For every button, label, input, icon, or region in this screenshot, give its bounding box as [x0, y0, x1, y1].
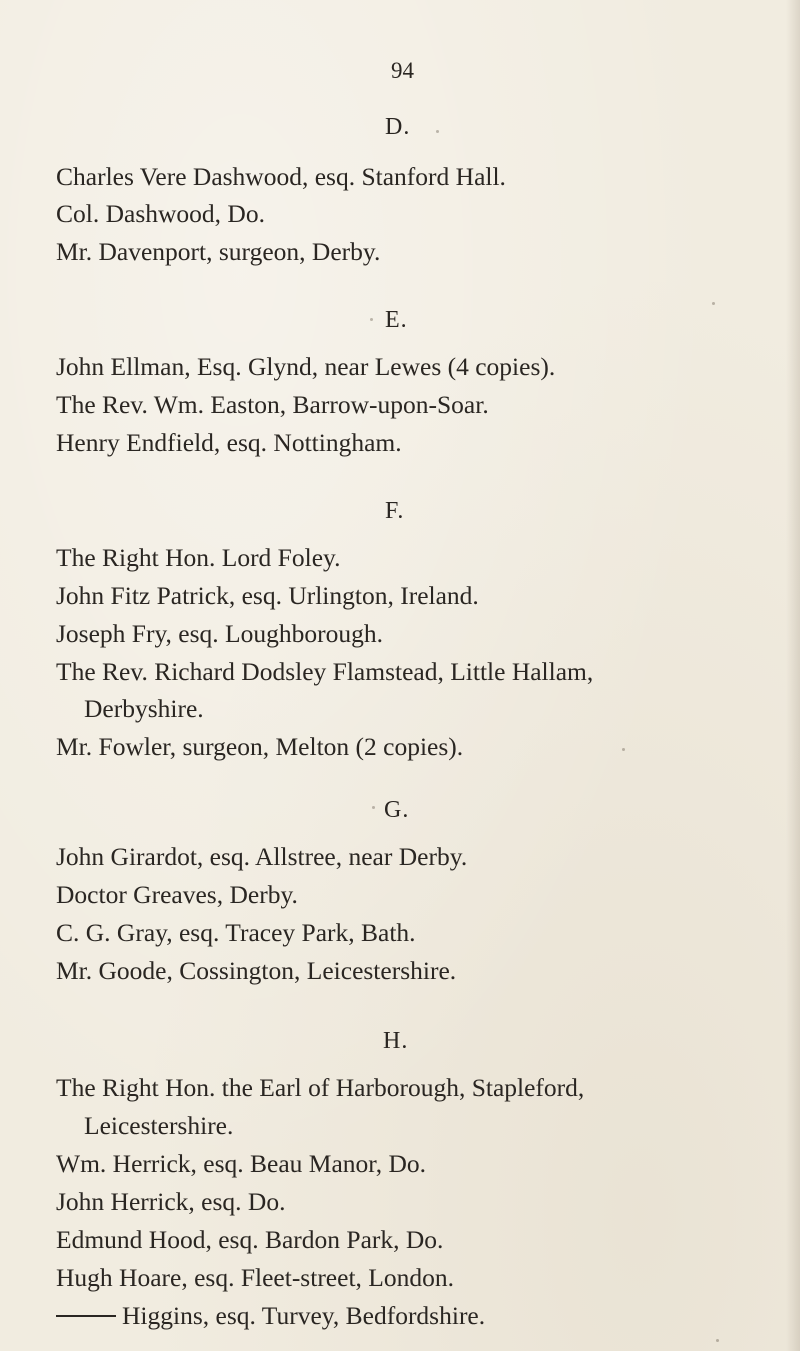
entry-g-1: John Girardot, esq. Allstree, near Derby.: [56, 842, 468, 871]
page-number: 94: [391, 58, 414, 83]
entry-h-2: Wm. Herrick, esq. Beau Manor, Do.: [56, 1149, 427, 1178]
section-letter-g: G.: [384, 797, 410, 823]
entry-e-3: Henry Endfield, esq. Nottingham.: [56, 428, 402, 457]
page-edge-shadow: [786, 0, 800, 1351]
section-letter-e: E.: [385, 307, 408, 333]
section-letter-f: F.: [385, 498, 405, 524]
entry-g-4: Mr. Goode, Cossington, Leicestershire.: [56, 956, 457, 985]
entry-h-3: John Herrick, esq. Do.: [56, 1187, 286, 1216]
entry-f-5: Mr. Fowler, surgeon, Melton (2 copies).: [56, 732, 464, 761]
paper-speck: [716, 1339, 719, 1342]
entry-f-1: The Right Hon. Lord Foley.: [56, 543, 341, 572]
entry-h-1-continued: Leicestershire.: [84, 1111, 234, 1140]
entry-h-5: Hugh Hoare, esq. Fleet-street, London.: [56, 1263, 454, 1292]
entry-f-4: The Rev. Richard Dodsley Flamstead, Little Hallam,: [56, 657, 594, 686]
section-letter-d: D.: [385, 114, 411, 140]
entry-d-1: Charles Vere Dashwood, esq. Stanford Hall.: [56, 162, 506, 191]
entry-f-4-continued: Derbyshire.: [84, 694, 204, 723]
entry-h-6: [56, 1299, 485, 1332]
entry-f-2: John Fitz Patrick, esq. Urlington, Ireland.: [56, 581, 479, 610]
entry-h-1: The Right Hon. the Earl of Harborough, Stapleford,: [56, 1073, 585, 1102]
entry-d-2: Col. Dashwood, Do.: [56, 199, 265, 228]
entry-f-3: Joseph Fry, esq. Loughborough.: [56, 619, 383, 648]
entry-d-3: Mr. Davenport, surgeon, Derby.: [56, 237, 381, 266]
entry-g-2: Doctor Greaves, Derby.: [56, 880, 298, 909]
paper-speck: [372, 806, 375, 809]
entry-h-6-text: Higgins, esq. Turvey, Bedfordshire.: [122, 1301, 486, 1330]
entry-h-4: Edmund Hood, esq. Bardon Park, Do.: [56, 1225, 444, 1254]
paper-speck: [712, 302, 715, 305]
entry-e-1: John Ellman, Esq. Glynd, near Lewes (4 copies).: [56, 352, 556, 381]
paper-speck: [370, 318, 373, 321]
section-letter-h: H.: [383, 1028, 409, 1054]
entry-g-3: C. G. Gray, esq. Tracey Park, Bath.: [56, 918, 416, 947]
paper-speck: [436, 130, 439, 133]
entry-e-2: The Rev. Wm. Easton, Barrow-upon-Soar.: [56, 390, 489, 419]
paper-speck: [622, 748, 625, 751]
ditto-dash: [56, 1315, 116, 1317]
